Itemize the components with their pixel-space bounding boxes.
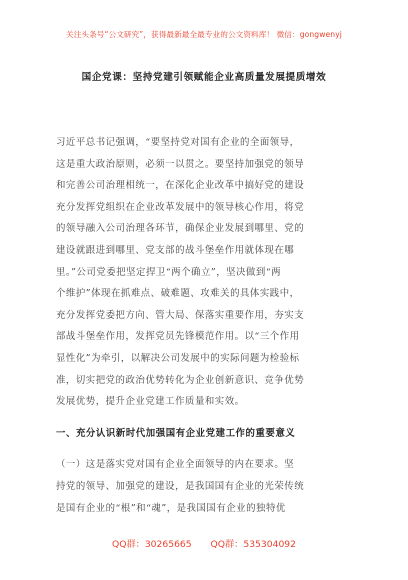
body-line: 显性化”为牵引，以解决公司发展中的实际问题为检验标 <box>56 352 300 364</box>
body-line: 里。”公司党委把坚定捍卫“两个确立”，坚决做到“两 <box>56 266 282 278</box>
body-line: 发展优势，提升企业党建工作质量和实效。 <box>56 396 245 408</box>
body-line: 个维护”体现在抓难点、破难题、攻难关的具体实践中， <box>56 288 300 300</box>
body-line: 充分发挥党组织在企业改革发展中的领导核心作用，将党 <box>56 201 305 213</box>
promo-banner: 关注头条号“公文研究”，获得最新最全最专业的公文资料库！ 微信：gongwenyj <box>66 30 342 39</box>
body-line: 是国有企业的“根”和“魂”，是我国国有企业的独特优 <box>56 502 286 514</box>
body-line: 持党的领导、加强党的建设，是我国国有企业的光荣传统 <box>56 480 305 492</box>
body-line: 准，切实把党的政治优势转化为企业创新意识、竞争优势 <box>56 374 305 386</box>
body-line: 建设就跟进到哪里、党支部的战斗堡垒作用就体现在哪 <box>56 244 295 256</box>
footer-contacts <box>0 536 408 550</box>
body-line: 习近平总书记强调，“要坚持党对国有企业的全面领导， <box>56 137 300 148</box>
body-line: 的领导融入公司治理各环节，确保企业发展到哪里、党的 <box>56 223 305 235</box>
body-line: 这是重大政治原则，必须一以贯之。要坚持加强党的领导 <box>56 158 305 170</box>
body-line: 和完善公司治理相统一，在深化企业改革中搞好党的建设 <box>56 180 305 192</box>
spacer <box>56 444 356 454</box>
body-line: 充分发挥党委把方向、管大局、保落实重要作用，夯实支 <box>56 309 305 321</box>
document-title: 国企党课：坚持党建引领赋能企业高质量发展提质增效 <box>81 72 327 83</box>
document-body <box>56 132 356 519</box>
body-line: 部战斗堡垒作用，发挥党员先锋模范作用。以“三个作用 <box>56 331 300 343</box>
qq-group-2: QQ群：535304092 <box>210 539 296 550</box>
qq-group-1: QQ群：30265665 <box>112 539 192 550</box>
section-heading: 一、充分认识新时代加强国有企业党建工作的重要意义 <box>56 427 296 439</box>
body-line: （一）这是落实党对国有企业全面领导的内在要求。坚 <box>56 459 295 471</box>
